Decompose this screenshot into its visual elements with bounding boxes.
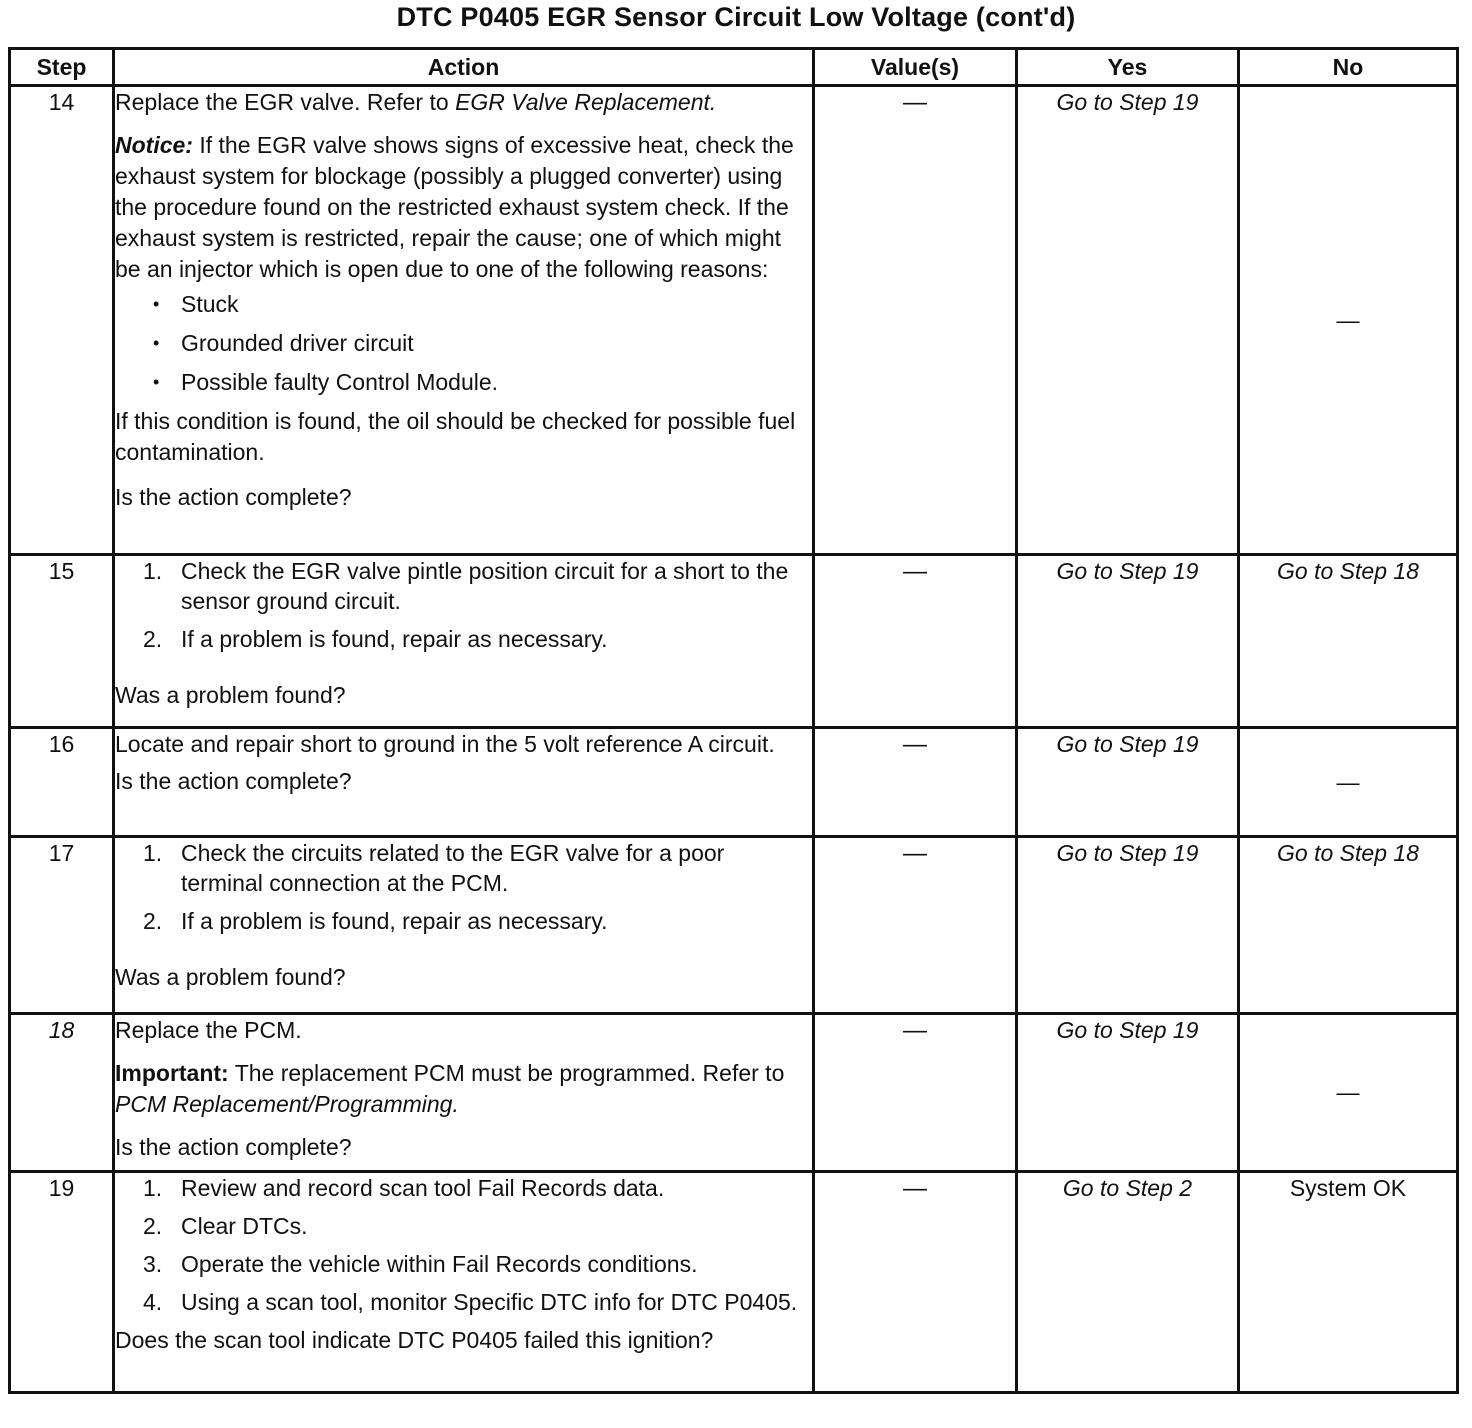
list-item [115, 1211, 812, 1241]
yes-goto-link[interactable]: Go to Step 19 [1056, 731, 1199, 757]
list-item-text: If a problem is found, repair as necessary. [181, 908, 608, 934]
step-number: 19 [10, 1172, 114, 1393]
list-item [115, 328, 812, 359]
important-paragraph [115, 1058, 812, 1120]
no-value: — [1336, 1079, 1360, 1105]
list-item-text: Operate the vehicle within Fail Records conditions. [181, 1251, 698, 1277]
yes-goto-link[interactable]: Go to Step 19 [1056, 1017, 1199, 1043]
diagnostic-table [8, 47, 1459, 1394]
list-item-text: Possible faulty Control Module. [181, 369, 499, 395]
procedure-list [115, 838, 812, 936]
item-number: 3. [143, 1251, 163, 1277]
list-item [115, 1249, 812, 1279]
action-cell [114, 837, 814, 1014]
bullet-icon: • [153, 294, 160, 314]
yes-cell [1017, 728, 1239, 837]
list-item-text: Using a scan tool, monitor Specific DTC info for DTC P0405. [181, 1289, 798, 1315]
value-cell: — [814, 1172, 1017, 1393]
action-text-part: Replace the EGR valve. Refer to [115, 89, 456, 115]
list-item [115, 906, 812, 936]
list-item-text: Review and record scan tool Fail Records data. [181, 1175, 665, 1201]
question-text: Was a problem found? [115, 682, 346, 708]
question-text: Was a problem found? [115, 964, 346, 990]
table-row-step-14 [10, 86, 1458, 555]
important-label: Important: [115, 1060, 229, 1086]
list-item-text: Grounded driver circuit [181, 330, 414, 356]
yes-cell [1017, 1172, 1239, 1393]
list-item-text: Check the circuits related to the EGR valve for a poor terminal connection at the PCM. [181, 840, 725, 896]
list-item [115, 838, 812, 898]
action-cell [114, 728, 814, 837]
no-cell [1239, 86, 1458, 555]
notice-label: Notice: [115, 132, 193, 158]
list-item [115, 367, 812, 398]
yes-cell [1017, 1014, 1239, 1172]
header-action: Action [114, 49, 814, 86]
no-cell [1239, 728, 1458, 837]
table-row-step-18 [10, 1014, 1458, 1172]
yes-goto-link[interactable]: Go to Step 19 [1056, 89, 1199, 115]
value-cell: — [814, 837, 1017, 1014]
table-row-step-16 [10, 728, 1458, 837]
question-text: Is the action complete? [115, 768, 352, 794]
item-number: 4. [143, 1289, 163, 1315]
no-result: System OK [1289, 1175, 1407, 1201]
table-row-step-15 [10, 555, 1458, 728]
yes-goto-link[interactable]: Go to Step 19 [1056, 558, 1199, 584]
no-goto-link[interactable]: Go to Step 18 [1277, 840, 1419, 866]
value-cell: — [814, 555, 1017, 728]
bullet-icon: • [153, 333, 160, 353]
yes-cell [1017, 86, 1239, 555]
procedure-list [115, 1173, 812, 1317]
list-item [115, 624, 812, 654]
header-row [10, 49, 1458, 86]
action-cell [114, 1172, 814, 1393]
action-cell [114, 555, 814, 728]
value-cell: — [814, 728, 1017, 837]
question-text: Is the action complete? [115, 1134, 352, 1160]
action-cell [114, 1014, 814, 1172]
action-text: Replace the PCM. [115, 1017, 302, 1043]
no-cell [1239, 1172, 1458, 1393]
value-cell: — [814, 86, 1017, 555]
step-number: 18 [10, 1014, 114, 1172]
notice-text: If the EGR valve shows signs of excessive heat, check the exhaust system for blockage (possibly a plugged converter) using the procedure found on the restricted exhaust system check. If the exhaust system is restricted, repair the cause; one of which might be an injector which is open due to one of the following reasons: [115, 132, 794, 282]
item-number: 2. [143, 908, 163, 934]
header-no: No [1239, 49, 1458, 86]
list-item [115, 556, 812, 616]
step-number: 17 [10, 837, 114, 1014]
reference-link: EGR Valve Replacement. [455, 89, 717, 115]
action-cell [114, 86, 814, 555]
question-text: Does the scan tool indicate DTC P0405 failed this ignition? [115, 1327, 714, 1353]
header-yes: Yes [1017, 49, 1239, 86]
yes-goto-link[interactable]: Go to Step 2 [1062, 1175, 1193, 1201]
list-item [115, 1287, 812, 1317]
step-number: 14 [10, 86, 114, 555]
item-number: 2. [143, 626, 163, 652]
list-item-text: Clear DTCs. [181, 1213, 308, 1239]
bullet-icon: • [153, 372, 160, 392]
important-text: The replacement PCM must be programmed. Refer to [228, 1060, 785, 1086]
table-row-step-17 [10, 837, 1458, 1014]
procedure-list [115, 556, 812, 654]
no-goto-link[interactable]: Go to Step 18 [1277, 558, 1419, 584]
item-number: 1. [143, 558, 163, 584]
action-text: Locate and repair short to ground in the 5 volt reference A circuit. [115, 731, 775, 757]
value-cell: — [814, 1014, 1017, 1172]
list-item [115, 289, 812, 320]
action-text [115, 87, 812, 118]
step-number: 16 [10, 728, 114, 837]
list-item-text: Stuck [181, 291, 239, 317]
reference-link: PCM Replacement/Programming. [115, 1091, 459, 1117]
header-step: Step [10, 49, 114, 86]
item-number: 1. [143, 1175, 163, 1201]
list-item [115, 1173, 812, 1203]
table-row-step-19 [10, 1172, 1458, 1393]
no-value: — [1336, 306, 1360, 333]
reasons-list [115, 289, 812, 398]
list-item-text: If a problem is found, repair as necessary. [181, 626, 608, 652]
no-cell [1239, 555, 1458, 728]
no-cell [1239, 1014, 1458, 1172]
question-text: Is the action complete? [115, 484, 352, 510]
header-values: Value(s) [814, 49, 1017, 86]
item-number: 1. [143, 840, 163, 866]
page-title: DTC P0405 EGR Sensor Circuit Low Voltage (cont'd) [396, 2, 1076, 32]
list-item-text: Check the EGR valve pintle position circuit for a short to the sensor ground circuit. [181, 558, 789, 614]
condition-text: If this condition is found, the oil should be checked for possible fuel contamination. [115, 408, 796, 465]
no-value: — [1336, 768, 1360, 795]
no-cell [1239, 837, 1458, 1014]
yes-cell [1017, 555, 1239, 728]
item-number: 2. [143, 1213, 163, 1239]
notice-paragraph [115, 130, 812, 285]
yes-cell [1017, 837, 1239, 1014]
step-number: 15 [10, 555, 114, 728]
yes-goto-link[interactable]: Go to Step 19 [1056, 840, 1199, 866]
